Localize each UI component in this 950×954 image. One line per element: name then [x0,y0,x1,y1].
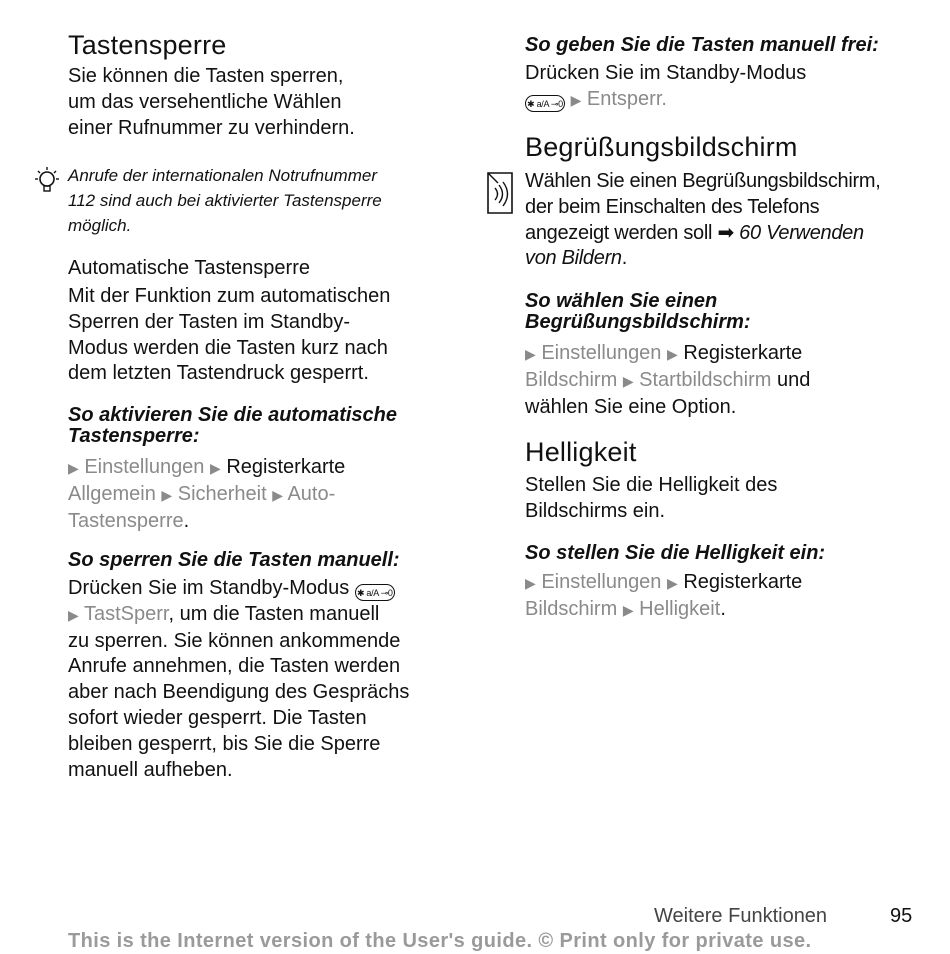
intro-paragraph: Sie können die Tasten sperren, um das versehentliche Wählen einer Rufnummer zu verhindern. [68,65,355,139]
footer-section-name: Weitere Funktionen [654,905,828,927]
tip-lightbulb-icon [30,166,64,196]
watermark: This is the Internet version of the User's guide. © Print only for private use. [68,930,812,952]
brightness-steps: ▶ Einstellungen ▶ Registerkarte Bildschirm ▶ Helligkeit. [525,571,803,620]
menu-path-tastensperre: Tastensperre [68,509,184,532]
page-reference: 60 Verwenden [739,221,864,244]
menu-path-entsperr: Entsperr. [586,87,667,110]
menu-path-sicherheit: Sicherheit [177,482,267,505]
menu-path-auto: Auto- [287,482,336,505]
section-title-begruessungsbildschirm: Begrüßungsbildschirm [525,132,798,162]
page-number: 95 [890,905,913,927]
menu-path-bildschirm: Bildschirm [525,368,618,391]
menu-path-einstellungen: Einstellungen [541,342,662,364]
brightness-heading: So stellen Sie die Helligkeit ein: [525,542,826,564]
arrow-ref-icon: ➡ [717,221,734,244]
star-key-icon: ✱ a/A ⊸0 [525,95,565,112]
section-title-helligkeit: Helligkeit [525,437,637,467]
star-key-icon: ✱ a/A ⊸0 [355,584,395,601]
welcome-paragraph: Wählen Sie einen Begrüßungsbildschirm, der beim Einschalten des Telefons angezeigt werden soll ➡ 60 Verwenden von Bildern. [525,170,881,270]
activate-steps: ▶ Einstellungen ▶ Registerkarte Allgemein ▶ Sicherheit ▶ Auto- Tastensperre. [68,456,346,532]
menu-path-allgemein: Allgemein [68,482,156,505]
menu-path-einstellungen: Einstellungen [84,456,205,478]
section-title-tastensperre: Tastensperre [68,30,227,60]
menu-path-bildschirm: Bildschirm [525,597,618,620]
menu-path-tastsperr: TastSperr [83,602,169,625]
activate-instruction-heading: So aktivieren Sie die automatische Tastensperre: [68,404,398,447]
manual-lock-heading: So sperren Sie die Tasten manuell: [68,549,400,571]
unlock-paragraph: Drücken Sie im Standby-Modus ✱ a/A ⊸0 ▶ Entsperr. [525,62,807,110]
select-welcome-steps: ▶ Einstellungen ▶ Registerkarte Bildschirm ▶ Startbildschirm und wählen Sie eine Option. [525,342,811,418]
menu-path-helligkeit: Helligkeit [639,597,721,620]
auto-paragraph: Mit der Funktion zum automatischen Sperren der Tasten im Standby- Modus werden die Tasten kurz nach dem letzten Tastendruck gesperrt. [68,285,391,385]
menu-path-startbildschirm: Startbildschirm [639,368,772,391]
memory-card-icon [484,170,516,216]
menu-path-einstellungen: Einstellungen [541,571,662,593]
tip-note: Anrufe der internationalen Notrufnummer 112 sind auch bei aktivierter Tastensperre möglich. [68,166,382,235]
brightness-paragraph: Stellen Sie die Helligkeit des Bildschirms ein. [525,474,778,522]
select-welcome-heading: So wählen Sie einen Begrüßungsbildschirm: [525,290,751,333]
manual-lock-paragraph: Drücken Sie im Standby-Modus ✱ a/A ⊸0 ▶ TastSperr, um die Tasten manuell zu sperren. Sie können ankommende Anrufe annehmen, die Tasten werden aber nach Beendigung des Gesprächs sofort wieder gesperrt. Die Tasten bleiben gesperrt, bis Sie die Sperre manuell aufheben. [68,577,410,781]
unlock-heading: So geben Sie die Tasten manuell frei: [525,34,879,56]
subheading-automatische-tastensperre: Automatische Tastensperre [68,257,310,279]
